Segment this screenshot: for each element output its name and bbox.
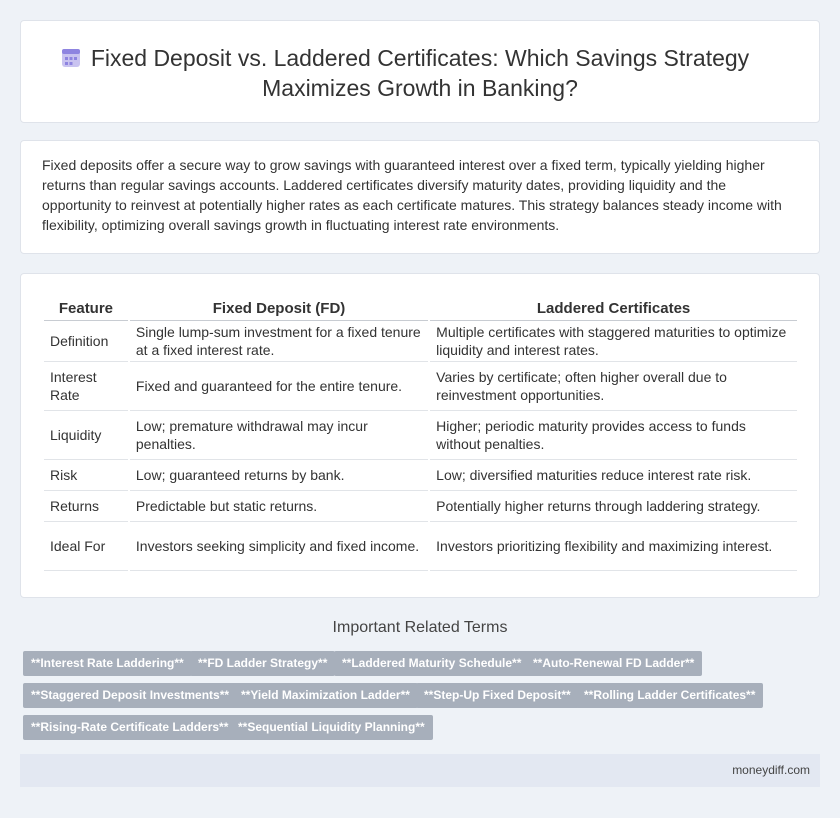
header-card — [20, 20, 820, 123]
row-ladder-value: Higher; periodic maturity provides access to funds without penalties. — [430, 411, 797, 460]
related-term-tag[interactable]: **Rising-Rate Certificate Ladders** — [23, 715, 236, 740]
related-term-tag[interactable]: **Rolling Ladder Certificates** — [576, 683, 763, 708]
related-term-tag[interactable]: **Interest Rate Laddering** — [23, 651, 192, 676]
table-row — [44, 460, 797, 491]
row-ladder-value: Low; diversified maturities reduce interest rate risk. — [430, 460, 797, 491]
row-ladder-value: Varies by certificate; often higher overall due to reinvestment opportunities. — [430, 362, 797, 411]
row-feature: Ideal For — [44, 522, 128, 571]
related-term-tag[interactable]: **Auto-Renewal FD Ladder** — [525, 651, 702, 676]
related-terms-list — [23, 651, 823, 747]
related-term-tag[interactable]: **Laddered Maturity Schedule** — [334, 651, 529, 676]
comparison-table — [42, 296, 799, 571]
table-row — [44, 522, 797, 571]
header-feature: Feature — [44, 296, 128, 321]
row-fd-value: Low; premature withdrawal may incur penalties. — [130, 411, 428, 460]
related-term-tag[interactable]: **Yield Maximization Ladder** — [233, 683, 418, 708]
related-term-tag[interactable]: **Staggered Deposit Investments** — [23, 683, 237, 708]
intro-card — [20, 140, 820, 254]
page-title: Fixed Deposit vs. Laddered Certificates: Which Savings Strategy Maximizes Growth in Banking? — [90, 45, 750, 101]
row-fd-value: Fixed and guaranteed for the entire tenure. — [130, 362, 428, 411]
row-feature: Liquidity — [44, 411, 128, 460]
row-feature: Interest Rate — [44, 362, 128, 411]
row-fd-value: Predictable but static returns. — [130, 491, 428, 522]
footer — [20, 754, 820, 787]
row-feature: Definition — [44, 321, 128, 362]
row-feature: Risk — [44, 460, 128, 491]
related-term-tag[interactable]: **FD Ladder Strategy** — [190, 651, 335, 676]
row-ladder-value: Multiple certificates with staggered maturities to optimize liquidity and interest rates. — [430, 321, 797, 362]
table-row — [44, 362, 797, 411]
header-fixed-deposit: Fixed Deposit (FD) — [130, 296, 428, 321]
intro-text: Fixed deposits offer a secure way to grow savings with guaranteed interest over a fixed term, typically yielding higher returns than regular savings accounts. Laddered certificates diversify maturity dates, providing liquidity and the opportunity to reinvest at potentially higher rates as each certificate matures. This strategy balances steady income with flexibility, optimizing overall savings growth in fluctuating interest rate environments. — [42, 157, 782, 233]
table-row — [44, 491, 797, 522]
related-terms-title: Important Related Terms — [332, 619, 508, 636]
table-row — [44, 321, 797, 362]
row-ladder-value: Potentially higher returns through laddering strategy. — [430, 491, 797, 522]
table-row — [44, 411, 797, 460]
related-term-tag[interactable]: **Step-Up Fixed Deposit** — [416, 683, 579, 708]
comparison-card — [20, 273, 820, 598]
row-feature: Returns — [44, 491, 128, 522]
row-fd-value: Investors seeking simplicity and fixed income. — [130, 522, 428, 571]
row-fd-value: Single lump-sum investment for a fixed tenure at a fixed interest rate. — [130, 321, 428, 362]
footer-site-link[interactable]: moneydiff.com — [732, 763, 810, 777]
header-laddered-certificates: Laddered Certificates — [430, 296, 797, 321]
table-header-row — [44, 296, 797, 321]
row-ladder-value: Investors prioritizing flexibility and maximizing interest. — [430, 522, 797, 571]
related-term-tag[interactable]: **Sequential Liquidity Planning** — [230, 715, 433, 740]
row-fd-value: Low; guaranteed returns by bank. — [130, 460, 428, 491]
